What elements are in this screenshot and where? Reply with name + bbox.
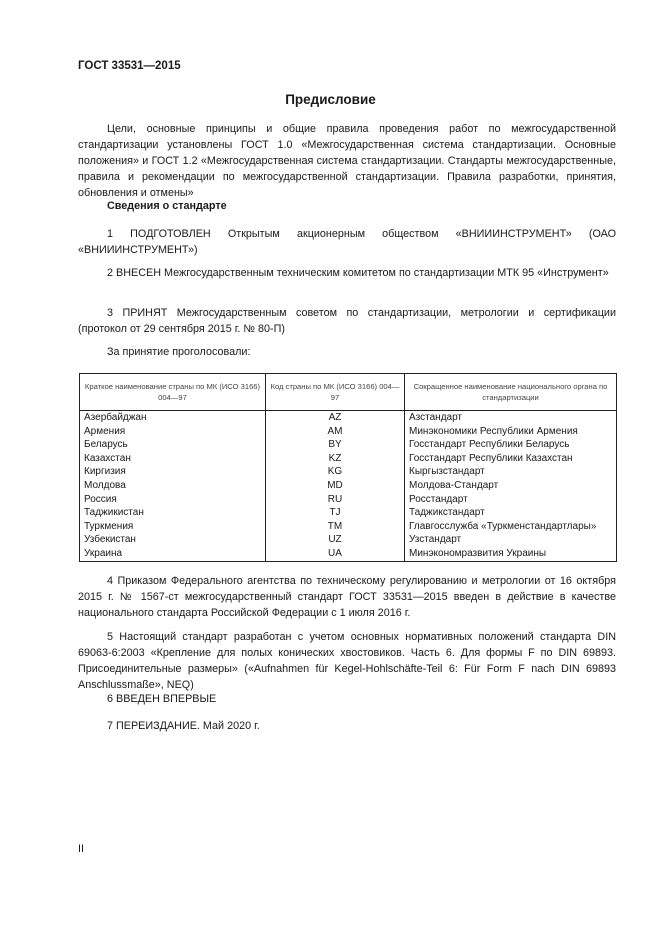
country-code: TM [266, 520, 405, 534]
national-body: Молдова-Стандарт [405, 479, 617, 493]
item-submitted: 2 ВНЕСЕН Межгосударственным техническим комитетом по стандартизации МТК 95 «Инструмент» [107, 267, 609, 279]
country-name: Казахстан [80, 452, 266, 466]
national-body: Азстандарт [405, 411, 617, 425]
country-name: Киргизия [80, 465, 266, 479]
country-code: RU [266, 493, 405, 507]
national-body: Кыргызстандарт [405, 465, 617, 479]
national-body: Главгосслужба «Туркменстандартлары» [405, 520, 617, 534]
table-row [80, 425, 617, 439]
item-reissue: 7 ПЕРЕИЗДАНИЕ. Май 2020 г. [107, 720, 260, 732]
national-body: Таджикстандарт [405, 506, 617, 520]
country-code: UZ [266, 533, 405, 547]
table-row [80, 438, 617, 452]
standard-info-heading: Сведения о стандарте [107, 200, 227, 212]
table-row [80, 479, 617, 493]
country-code: BY [266, 438, 405, 452]
country-name: Беларусь [80, 438, 266, 452]
country-code: KG [266, 465, 405, 479]
countries-table [79, 373, 617, 562]
country-name: Молдова [80, 479, 266, 493]
section-title: Предисловие [285, 92, 376, 107]
table-row [80, 493, 617, 507]
country-code: KZ [266, 452, 405, 466]
table-row [80, 411, 617, 425]
national-body: Госстандарт Республики Беларусь [405, 438, 617, 452]
country-code: MD [266, 479, 405, 493]
page-number: II [78, 843, 84, 855]
national-body: Минэкономики Республики Армения [405, 425, 617, 439]
header-national-body: Сокращенное наименование национального органа по стандартизации [405, 374, 617, 411]
country-name: Туркмения [80, 520, 266, 534]
table-header-row [80, 374, 617, 411]
national-body: Узстандарт [405, 533, 617, 547]
voted-label: За принятие проголосовали: [107, 346, 251, 358]
country-name: Украина [80, 547, 266, 561]
country-name: Россия [80, 493, 266, 507]
national-body: Росстандарт [405, 493, 617, 507]
country-name: Азербайджан [80, 411, 266, 425]
document-code: ГОСТ 33531—2015 [78, 60, 181, 72]
national-body: Госстандарт Республики Казахстан [405, 452, 617, 466]
country-code: UA [266, 547, 405, 561]
country-code: AM [266, 425, 405, 439]
national-body: Минэкономразвития Украины [405, 547, 617, 561]
item-based-on: 5 Настоящий стандарт разработан с учетом основных нормативных положений стандарта DIN 69063-6:2003 «Крепление для полых конических хвостовиков. Часть 6. Для формы F по DIN 69893. Присоединительные размеры» («Aufnahmen für Kegel-Hohlschäfte-Teil 6: Für Form F nach DIN 69893 Anschlussmaße», NEQ) [78, 631, 616, 691]
header-country-code: Код страны по МК (ИСО 3166) 004—97 [266, 374, 405, 411]
item-order: 4 Приказом Федерального агентства по техническому регулированию и метрологии от 16 октября 2015 г. № 1567-ст межгосударственный стандарт ГОСТ 33531—2015 введен в действие в качестве национального стандарта Российской Федерации с 1 июля 2016 г. [78, 575, 616, 619]
table-row [80, 465, 617, 479]
intro-paragraph: Цели, основные принципы и общие правила проведения работ по межгосударственной стандартизации установлены ГОСТ 1.0 «Межгосударственная система стандартизации. Основные положения» и ГОСТ 1.2 «Межгосударственная система стандартизации. Стандарты межгосударственные, правила и рекомендации по межгосударственной стандартизации. Правила разработки, принятия, обновления и отмены» [78, 123, 616, 199]
country-name: Узбекистан [80, 533, 266, 547]
country-code: TJ [266, 506, 405, 520]
country-name: Армения [80, 425, 266, 439]
country-name: Таджикистан [80, 506, 266, 520]
table-row [80, 452, 617, 466]
item-adopted: 3 ПРИНЯТ Межгосударственным советом по стандартизации, метрологии и сертификации (протокол от 29 сентября 2015 г. № 80-П) [78, 307, 616, 335]
table-row [80, 533, 617, 547]
header-country-name: Краткое наименование страны по МК (ИСО 3166) 004—97 [80, 374, 266, 411]
table-row [80, 520, 617, 534]
item-first-introduced: 6 ВВЕДЕН ВПЕРВЫЕ [107, 693, 217, 705]
item-prepared: 1 ПОДГОТОВЛЕН Открытым акционерным обществом «ВНИИИНСТРУМЕНТ» (ОАО «ВНИИИНСТРУМЕНТ») [78, 228, 616, 256]
table-row [80, 506, 617, 520]
country-code: AZ [266, 411, 405, 425]
table-row [80, 547, 617, 561]
